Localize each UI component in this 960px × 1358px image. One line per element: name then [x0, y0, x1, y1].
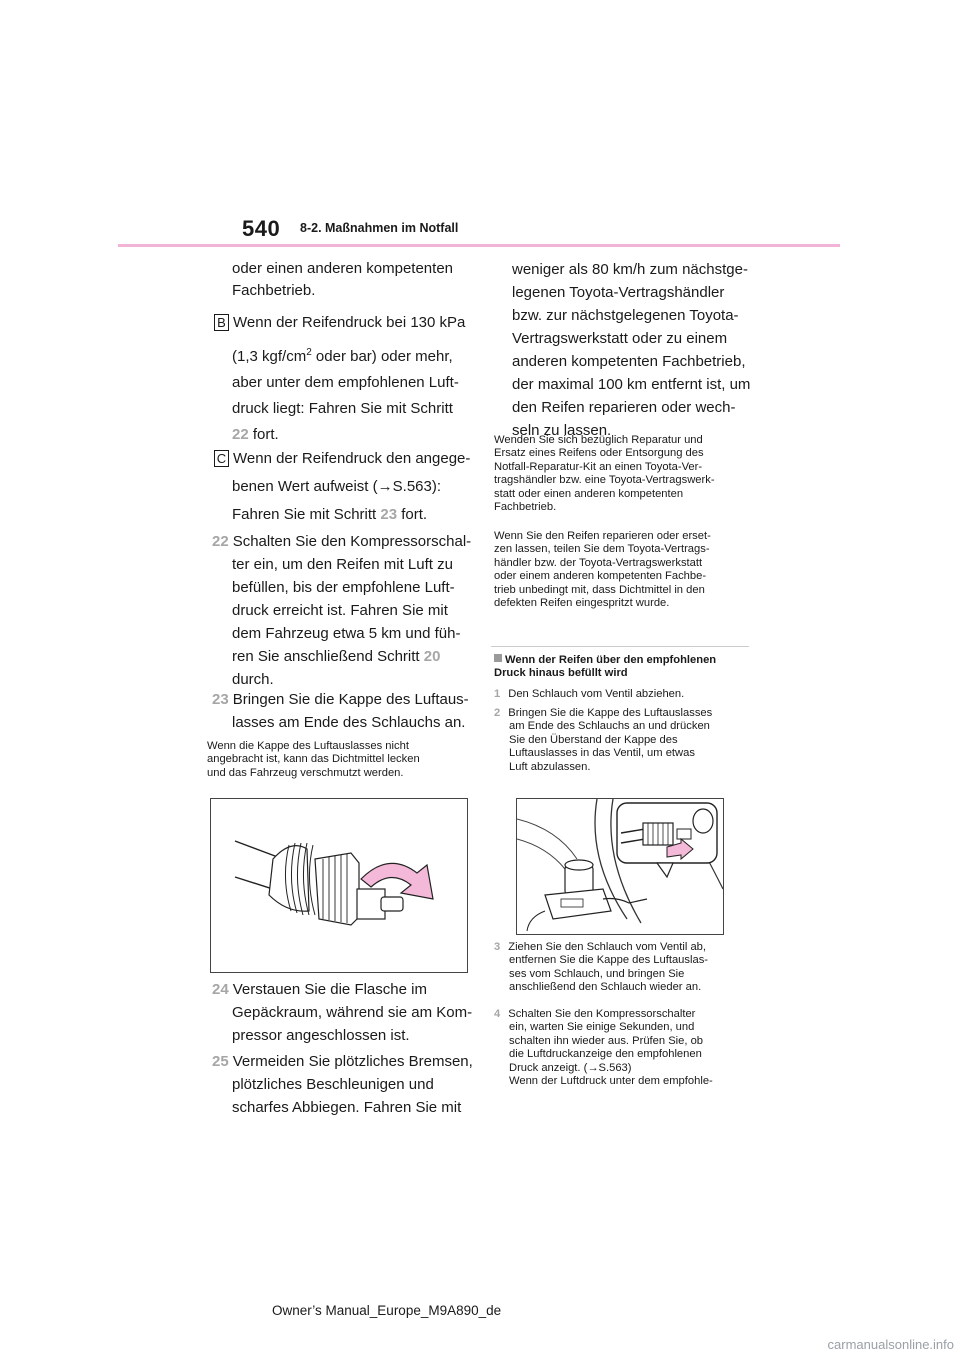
subheading: Wenn der Reifen über den empfohlenen Druck hinaus befüllt wird: [494, 654, 717, 680]
step-number: 1: [494, 688, 501, 700]
section-title: 8-2. Maßnahmen im Notfall: [300, 221, 459, 235]
step-23: 23 Bringen Sie die Kappe des Luftaus- lasses am Ende des Schlauchs an.: [212, 691, 469, 731]
page-number: 540: [242, 216, 281, 241]
hose-cap-illustration: [210, 798, 468, 973]
dealer-note: Wenden Sie sich bezüglich Reparatur und Ersatz eines Reifens oder Entsorgung des Notfall-Reparatur-Kit an einen Toyota-Ver- tragshändler bzw. eine Toyota-Vertragswerk- statt oder einen anderen kompetenten Fachbetrieb.: [494, 434, 715, 514]
sub-step-1: 1 Den Schlauch vom Ventil abziehen.: [494, 688, 685, 700]
cap-note: Wenn die Kappe des Luftauslasses nicht angebracht ist, kann das Dichtmittel lecken und das Fahrzeug verschmutzt werden.: [207, 740, 420, 779]
hose-cap-drawing: [211, 799, 467, 972]
valve-compressor-drawing: [517, 799, 723, 934]
step-25: 25 Vermeiden Sie plötzliches Bremsen, plötzliches Beschleunigen und scharfes Abbiegen. Fahren Sie mit: [212, 1053, 473, 1116]
footer-manual-id: Owner’s Manual_Europe_M9A890_de: [272, 1303, 502, 1318]
header-rule: [118, 244, 840, 247]
sub-step-4: 4 Schalten Sie den Kompressorschalter ein, warten Sie einige Sekunden, und schalten ihn wieder aus. Prüfen Sie, ob die Luftdruckanzeige den empfohlenen Druck anzeigt. (→S.563) Wenn der Luftdruck unter dem empfohle-: [494, 1008, 713, 1088]
intro-text: oder einen anderen kompetenten Fachbetrieb.: [232, 260, 454, 299]
step-ref-23: 23: [380, 506, 398, 523]
continuation-text: weniger als 80 km/h zum nächstge- legenen Toyota-Vertragshändler bzw. zur nächstgelegenen Toyota- Vertragswerkstatt oder zu einem anderen kompetenten Fachbetrieb, der maximal 100 km entfernt ist, um den Reifen reparieren oder wech- seln zu lassen.: [512, 261, 751, 439]
page-ref-arrow-icon: →: [587, 1061, 599, 1074]
item-b: B Wenn der Reifendruck bei 130 kPa (1,3 kgf/$cm^2$ oder bar) oder mehr, aber unter dem empfohlenen Luft- druck liegt: Fahren Sie mit Schritt 22 fort.: [214, 312, 474, 446]
step-number: 25: [212, 1053, 229, 1070]
label-box-c: C: [214, 450, 229, 467]
sub-step-3: 3 Ziehen Sie den Schlauch vom Ventil ab, entfernen Sie die Kappe des Luftauslas- ses vom Schlauch, und bringen Sie anschließend den Schlauch wieder an.: [494, 941, 709, 994]
step-number: 3: [494, 941, 501, 953]
item-c: C Wenn der Reifendruck den angege- benen Wert aufweist (→S.563): Fahren Sie mit Schritt 23 fort.: [214, 448, 474, 526]
step-number: 2: [494, 707, 501, 719]
step-number: 23: [212, 691, 229, 708]
step-ref-22: 22: [232, 426, 249, 443]
valve-compressor-illustration: [516, 798, 724, 935]
page-ref-arrow-icon: →: [377, 478, 393, 495]
divider: [491, 646, 749, 647]
step-number: 24: [212, 981, 229, 998]
step-24: 24 Verstauen Sie die Flasche im Gepäckraum, während sie am Kom- pressor angeschlossen ist.: [212, 981, 473, 1044]
step-number: 22: [212, 533, 229, 550]
step-number: 4: [494, 1008, 501, 1020]
step-22: 22 Schalten Sie den Kompressorschal- ter ein, um den Reifen mit Luft zu befüllen, bis der empfohlene Luft- druck erreicht ist. Fahren Sie mit dem Fahrzeug etwa 5 km und füh- ren Sie anschließend Schritt 20 durch.: [212, 533, 472, 688]
label-box-b: B: [214, 314, 229, 331]
sealant-note: Wenn Sie den Reifen reparieren oder erset- zen lassen, teilen Sie dem Toyota-Vertrags- händler bzw. der Toyota-Vertragswerkstatt oder einem anderen kompetenten Fachbe- trieb unbedingt mit, dass Dichtmittel in den defekten Reifen eingespritzt wurde.: [494, 530, 711, 610]
square-bullet-icon: [494, 654, 502, 662]
watermark: carmanualsonline.info: [827, 1337, 954, 1352]
step-ref-20: 20: [423, 648, 441, 665]
sub-step-2: 2 Bringen Sie die Kappe des Luftauslasses am Ende des Schlauchs an und drücken Sie den Überstand der Kappe des Luftauslasses in das Ventil, um etwas Luft abzulassen.: [494, 707, 713, 773]
